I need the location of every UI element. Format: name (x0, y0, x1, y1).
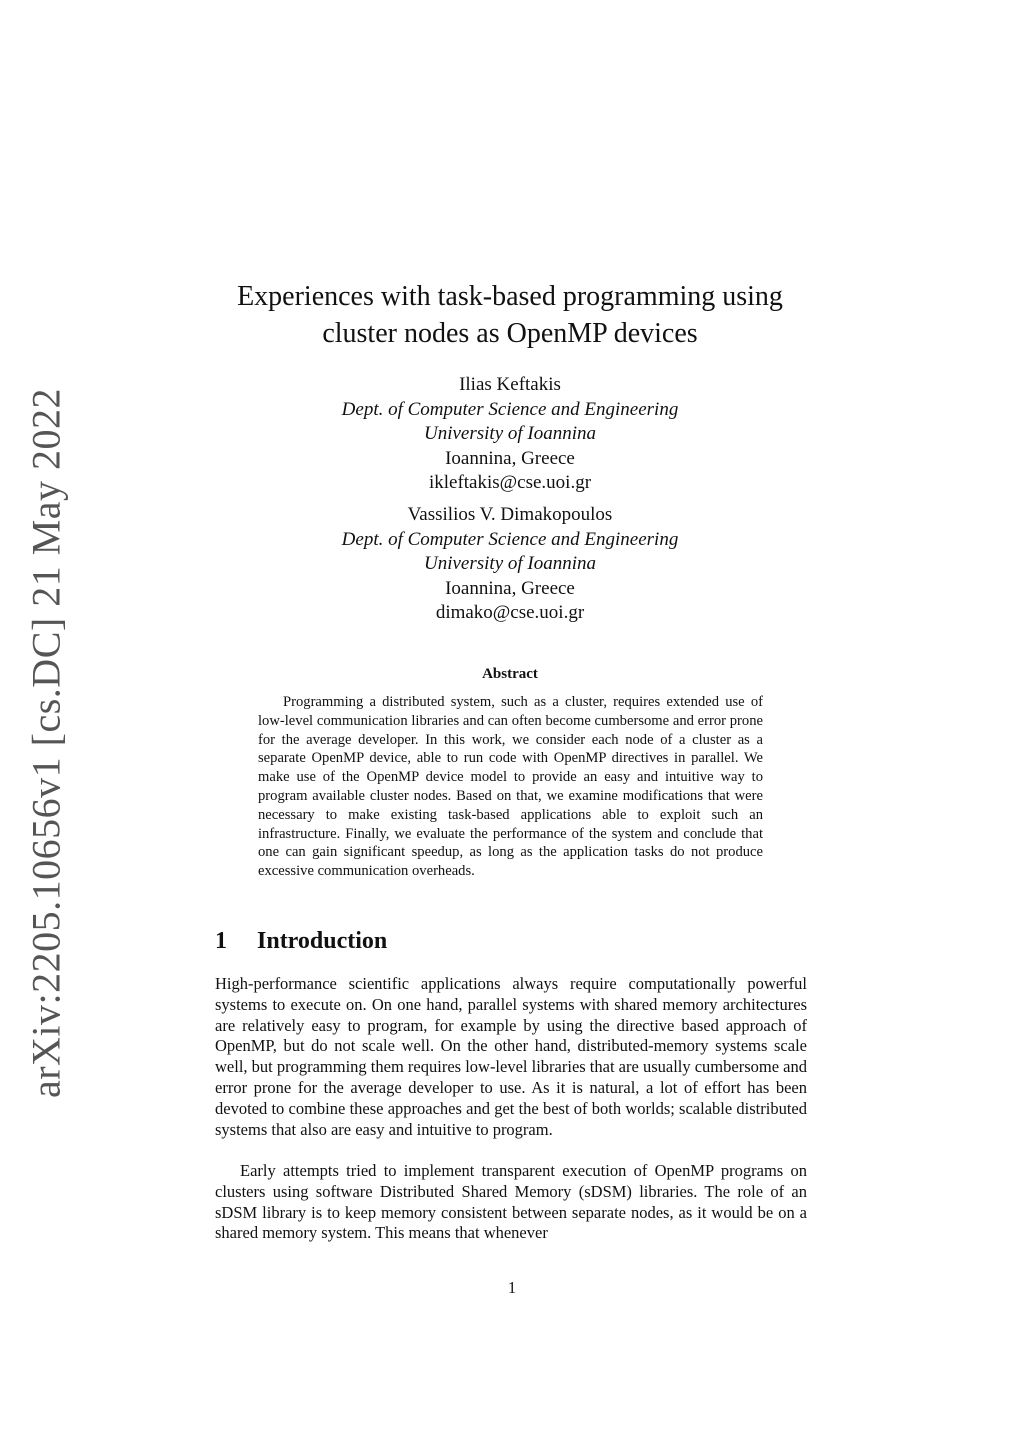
abstract-heading: Abstract (482, 666, 538, 682)
paper-title-line-2: cluster nodes as OpenMP devices (322, 318, 698, 349)
author-department: Dept. of Computer Science and Engineering (341, 528, 679, 550)
author-email: ikleftakis@cse.uoi.gr (428, 472, 592, 493)
author-department: Dept. of Computer Science and Engineering (341, 398, 679, 420)
author-email: dimako@cse.uoi.gr (435, 602, 585, 623)
author-university: University of Ioannina (423, 553, 597, 574)
author-location: Ioannina, Greece (445, 447, 575, 469)
section-number: 1 (215, 928, 227, 954)
paper-title-line-1: Experiences with task-based programming using (237, 281, 783, 312)
abstract-text: Programming a distributed system, such as a cluster, requires extended use of low-level communication libraries and can often become cumbersome and error prone for the average developer. In this work, we consider each node of a cluster as a separate OpenMP device, able to run code with OpenMP directives in parallel. We make use of the OpenMP device model to provide an easy and intuitive way to program available cluster nodes. Based on that, we examine modifications that were necessary to make existing task-based applications able to exploit such an infrastructure. Finally, we evaluate the performance of the system and conclude that one can gain significant speedup, as long as the application tasks do not produce excessive communication overheads. (258, 694, 763, 880)
body-paragraph: High-performance scientific applications always require computationally powerful systems to execute on. On one hand, parallel systems with shared memory architectures are relatively easy to program, for example by using the directive based approach of OpenMP, but do not scale well. On the other hand, distributed-memory systems scale well, but programming them requires low-level libraries that are usually cumbersome and error prone for the average developer to use. As it is natural, a lot of effort has been devoted to combine these approaches and get the best of both worlds; scalable distributed systems that also are easy and intuitive to program. (215, 974, 807, 1139)
author-name: Vassilios V. Dimakopoulos (407, 504, 613, 525)
arxiv-identifier-stamp: arXiv:2205.10656v1 [cs.DC] 21 May 2022 (23, 387, 69, 1099)
body-paragraph: Early attempts tried to implement transparent execution of OpenMP programs on clusters using software Distributed Shared Memory (sDSM) libraries. The role of an sDSM library is to keep memory consistent between separate nodes, as it would be on a shared memory system. This means that whenever (215, 1161, 807, 1243)
section-heading-introduction (215, 928, 387, 955)
paper-title (210, 278, 810, 352)
author-name: Ilias Keftakis (459, 374, 561, 395)
author-location: Ioannina, Greece (445, 577, 575, 599)
page-number: 1 (507, 1278, 517, 1297)
section-title: Introduction (257, 928, 388, 954)
author-block-1 (210, 373, 810, 496)
author-block-2 (210, 503, 810, 626)
author-university: University of Ioannina (423, 423, 597, 444)
